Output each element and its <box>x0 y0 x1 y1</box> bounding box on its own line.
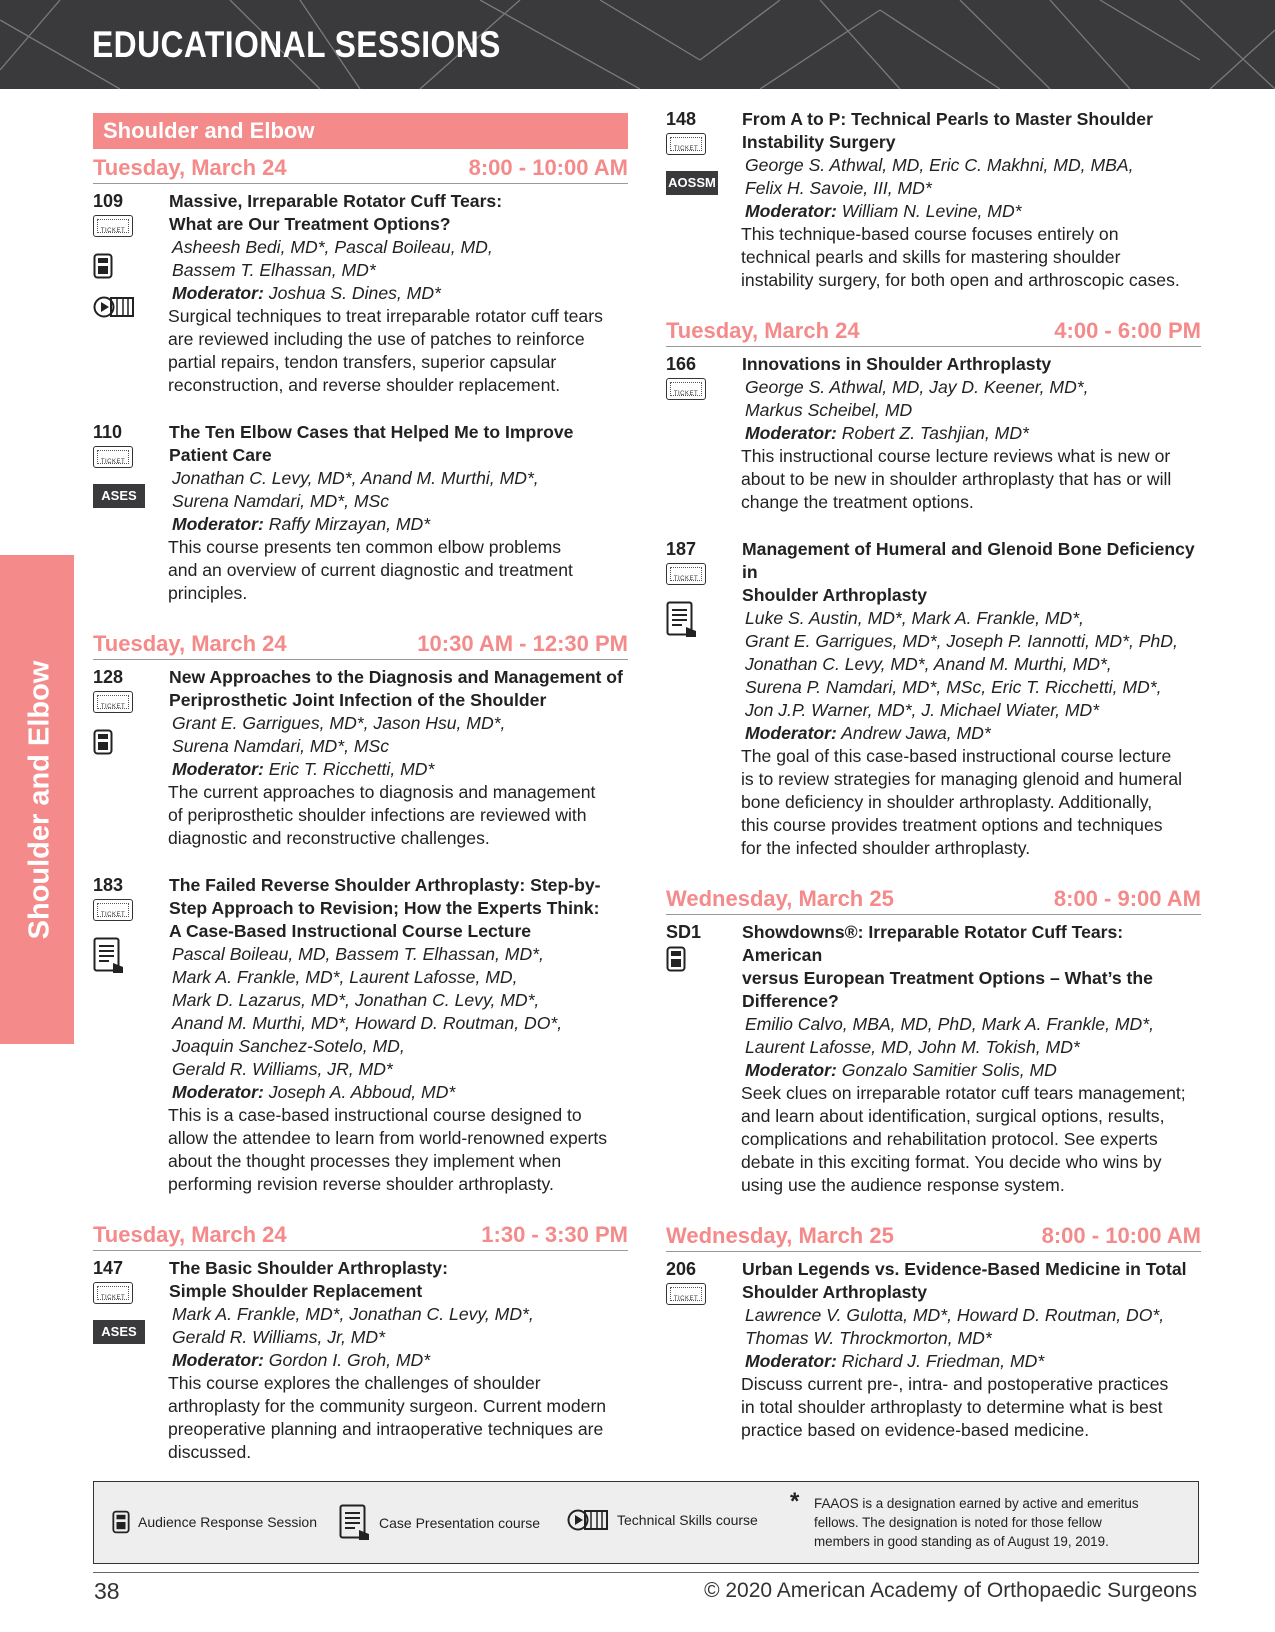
title-line: From A to P: Technical Pearls to Master Shoulder <box>742 109 1153 129</box>
page-number: 38 <box>94 1578 120 1604</box>
description-line: arthroplasty for the community surgeon. Current modern <box>168 1396 607 1416</box>
title-line: Simple Shoulder Replacement <box>169 1281 423 1301</box>
note-line: fellows. The designation is noted for those fellow <box>814 1515 1102 1530</box>
page-title: EDUCATIONAL SESSIONS <box>92 24 501 65</box>
speaker-line: Gerald R. Williams, JR, MD* <box>172 1059 393 1079</box>
audience-response-icon <box>93 253 113 279</box>
moderator-name: Gordon I. Groh, MD* <box>268 1350 431 1370</box>
moderator-label: Moderator: <box>172 283 264 303</box>
title-line: Shoulder Arthroplasty <box>742 585 928 605</box>
speaker-line: George S. Athwal, MD, Eric C. Makhni, MD, MBA, <box>745 155 1134 175</box>
speaker-line: Gerald R. Williams, Jr, MD* <box>172 1327 385 1347</box>
speaker-line: Grant E. Garrigues, MD*, Joseph P. Iannotti, MD*, PhD, <box>745 631 1178 651</box>
legend-label: Technical Skills course <box>617 1512 758 1528</box>
asterisk-symbol: * <box>790 1488 800 1515</box>
moderator-label: Moderator: <box>172 1082 264 1102</box>
description-line: Seek clues on irreparable rotator cuff tears management; <box>741 1083 1186 1103</box>
moderator <box>169 1081 628 1104</box>
moderator-name: William N. Levine, MD* <box>841 201 1022 221</box>
day-label: Wednesday, March 25 <box>666 1223 894 1248</box>
description-line: This is a case-based instructional course designed to <box>168 1105 582 1125</box>
moderator <box>169 513 628 536</box>
day-header <box>93 153 628 184</box>
legend-audience <box>112 1510 317 1534</box>
description-line: are reviewed including the use of patches to reinforce <box>168 329 585 349</box>
footer-divider <box>93 1572 1199 1573</box>
society-badge: ASES <box>93 484 145 508</box>
ticket-text: TICKET <box>100 704 126 710</box>
side-tab-label: Shoulder and Elbow <box>23 660 56 940</box>
copyright: © 2020 American Academy of Orthopaedic Surgeons <box>704 1579 1197 1602</box>
audience-response-icon <box>112 1510 130 1534</box>
title-line: Difference? <box>742 991 839 1011</box>
technical-skills-icon <box>567 1508 609 1532</box>
moderator-name: Joshua S. Dines, MD* <box>268 283 441 303</box>
ticket-text: TICKET <box>673 146 699 152</box>
legend-case <box>339 1504 540 1542</box>
description-line: This technique-based course focuses entirely on <box>741 224 1119 244</box>
track-band: Shoulder and Elbow <box>93 113 628 149</box>
speaker-line: George S. Athwal, MD, Jay D. Keener, MD*, <box>745 377 1089 397</box>
moderator <box>742 722 1201 745</box>
title-line: Step Approach to Revision; How the Experts Think: <box>169 898 600 918</box>
speaker-line: Pascal Boileau, MD, Bassem T. Elhassan, MD*, <box>172 944 544 964</box>
title-line: Massive, Irreparable Rotator Cuff Tears: <box>169 191 503 211</box>
moderator-name: Richard J. Friedman, MD* <box>841 1351 1045 1371</box>
day-label: Wednesday, March 25 <box>666 886 894 911</box>
left-column <box>93 113 628 1464</box>
audience-response-icon <box>666 946 686 972</box>
speaker-line: Lawrence V. Gulotta, MD*, Howard D. Routman, DO*, <box>745 1305 1165 1325</box>
ticket-text: TICKET <box>673 391 699 397</box>
session-number: 183 <box>93 875 124 895</box>
speaker-line: Asheesh Bedi, MD*, Pascal Boileau, MD, <box>172 237 493 257</box>
speaker-line: Jon J.P. Warner, MD*, J. Michael Wiater, MD* <box>745 700 1100 720</box>
description-line: using use the audience response system. <box>741 1175 1065 1195</box>
note-line: members in good standing as of August 19, 2019. <box>814 1534 1109 1549</box>
legend-technical <box>567 1508 758 1532</box>
description-line: and an overview of current diagnostic and treatment <box>168 560 573 580</box>
description-line: This instructional course lecture reviews what is new or <box>741 446 1171 466</box>
ticket-icon <box>93 899 133 921</box>
moderator-label: Moderator: <box>745 723 837 743</box>
description-line: Discuss current pre-, intra- and postoperative practices <box>741 1374 1169 1394</box>
description-line: The goal of this case-based instructional course lecture <box>741 746 1172 766</box>
speaker-line: Markus Scheibel, MD <box>745 400 913 420</box>
description-line: This course explores the challenges of shoulder <box>168 1373 541 1393</box>
description-line: preoperative planning and intraoperative techniques are <box>168 1419 604 1439</box>
page-header <box>0 0 1275 89</box>
moderator-label: Moderator: <box>745 423 837 443</box>
society-badge: ASES <box>93 1320 145 1344</box>
description-line: debate in this exciting format. You decide who wins by <box>741 1152 1162 1172</box>
ticket-icon <box>666 563 706 585</box>
title-line: The Basic Shoulder Arthroplasty: <box>169 1258 448 1278</box>
title-line: New Approaches to the Diagnosis and Management of <box>169 667 623 687</box>
moderator <box>169 758 628 781</box>
moderator-name: Gonzalo Samitier Solis, MD <box>841 1060 1057 1080</box>
description-line: about to be new in shoulder arthroplasty that has or will <box>741 469 1172 489</box>
moderator-label: Moderator: <box>172 514 264 534</box>
ticket-icon <box>93 1282 133 1304</box>
description-line: and learn about identification, surgical options, results, <box>741 1106 1165 1126</box>
day-label: Tuesday, March 24 <box>93 1222 287 1247</box>
description-line: this course provides treatment options and techniques <box>741 815 1163 835</box>
description-line: change the treatment options. <box>741 492 974 512</box>
description-line: allow the attendee to learn from world-renowned experts <box>168 1128 608 1148</box>
session-206[interactable] <box>666 1258 1201 1442</box>
title-line: Periprosthetic Joint Infection of the Shoulder <box>169 690 547 710</box>
session-109[interactable] <box>93 190 628 397</box>
ticket-icon <box>93 691 133 713</box>
time-label: 4:00 - 6:00 PM <box>1054 318 1201 343</box>
description-line: The current approaches to diagnosis and management <box>168 782 596 802</box>
ticket-text: TICKET <box>100 1295 126 1301</box>
ticket-text: TICKET <box>100 912 126 918</box>
session-number: 147 <box>93 1258 124 1278</box>
moderator-name: Andrew Jawa, MD* <box>841 723 991 743</box>
session-number: 148 <box>666 109 697 129</box>
technical-skills-icon <box>93 295 135 319</box>
session-sd1[interactable] <box>666 921 1201 1197</box>
session-183[interactable] <box>93 874 628 1196</box>
speaker-line: Thomas W. Throckmorton, MD* <box>745 1328 992 1348</box>
title-line: A Case-Based Instructional Course Lecture <box>169 921 532 941</box>
description-line: reconstruction, and reverse shoulder replacement. <box>168 375 561 395</box>
note-line: FAAOS is a designation earned by active and emeritus <box>814 1496 1139 1511</box>
title-line: The Failed Reverse Shoulder Arthroplasty: Step-by- <box>169 875 601 895</box>
title-line: Management of Humeral and Glenoid Bone Deficiency in <box>742 539 1195 582</box>
title-line: Showdowns®: Irreparable Rotator Cuff Tears: American <box>742 922 1124 965</box>
moderator-label: Moderator: <box>172 1350 264 1370</box>
speaker-line: Mark A. Frankle, MD*, Jonathan C. Levy, MD*, <box>172 1304 534 1324</box>
ticket-icon <box>666 133 706 155</box>
ticket-icon <box>93 446 133 468</box>
ticket-icon <box>666 1283 706 1305</box>
moderator-name: Raffy Mirzayan, MD* <box>268 514 431 534</box>
description-line: in total shoulder arthroplasty to determine what is best <box>741 1397 1163 1417</box>
moderator <box>742 200 1201 223</box>
icon-legend <box>93 1481 1199 1564</box>
moderator-name: Robert Z. Tashjian, MD* <box>841 423 1029 443</box>
description-line: principles. <box>168 583 248 603</box>
description-line: partial repairs, tendon transfers, superior capsular <box>168 352 557 372</box>
moderator <box>169 282 628 305</box>
session-number: 206 <box>666 1259 697 1279</box>
session-number: 187 <box>666 539 697 559</box>
right-column <box>666 108 1201 1442</box>
speaker-line: Surena Namdari, MD*, MSc <box>172 491 390 511</box>
session-number: 110 <box>93 422 123 442</box>
moderator <box>742 1350 1201 1373</box>
title-line: versus European Treatment Options – What’s the <box>742 968 1153 988</box>
time-label: 8:00 - 10:00 AM <box>468 155 628 180</box>
day-header <box>93 1220 628 1251</box>
description-line: instability surgery, for both open and arthroscopic cases. <box>741 270 1180 290</box>
description-line: diagnostic and reconstructive challenges. <box>168 828 490 848</box>
time-label: 8:00 - 10:00 AM <box>1041 1223 1201 1248</box>
ticket-icon <box>93 215 133 237</box>
time-label: 10:30 AM - 12:30 PM <box>417 631 628 656</box>
description-line: Surgical techniques to treat irreparable rotator cuff tears <box>168 306 603 326</box>
speaker-line: Mark D. Lazarus, MD*, Jonathan C. Levy, MD*, <box>172 990 540 1010</box>
speaker-line: Emilio Calvo, MBA, MD, PhD, Mark A. Frankle, MD*, <box>745 1014 1154 1034</box>
speaker-line: Anand M. Murthi, MD*, Howard D. Routman, DO*, <box>172 1013 563 1033</box>
description-line: practice based on evidence-based medicine. <box>741 1420 1090 1440</box>
day-header <box>666 316 1201 347</box>
moderator-name: Joseph A. Abboud, MD* <box>268 1082 456 1102</box>
title-line: Shoulder Arthroplasty <box>742 1282 928 1302</box>
ticket-text: TICKET <box>673 576 699 582</box>
ticket-text: TICKET <box>100 228 126 234</box>
description-line: about the thought processes they implement when <box>168 1151 562 1171</box>
description-line: for the infected shoulder arthroplasty. <box>741 838 1031 858</box>
title-line: Innovations in Shoulder Arthroplasty <box>742 354 1052 374</box>
day-header <box>666 884 1201 915</box>
day-label: Tuesday, March 24 <box>666 318 860 343</box>
session-187[interactable] <box>666 538 1201 860</box>
speaker-line: Jonathan C. Levy, MD*, Anand M. Murthi, MD*, <box>745 654 1112 674</box>
description-line: This course presents ten common elbow problems <box>168 537 562 557</box>
moderator-name: Eric T. Ricchetti, MD* <box>268 759 435 779</box>
day-header <box>666 1221 1201 1252</box>
moderator <box>742 422 1201 445</box>
moderator-label: Moderator: <box>745 1060 837 1080</box>
description-line: complications and rehabilitation protocol. See experts <box>741 1129 1158 1149</box>
legend-label: Audience Response Session <box>138 1514 318 1530</box>
speaker-line: Surena Namdari, MD*, MSc <box>172 736 390 756</box>
ticket-text: TICKET <box>100 459 126 465</box>
session-166[interactable] <box>666 353 1201 514</box>
title-line: Instability Surgery <box>742 132 896 152</box>
description-line: performing revision reverse shoulder arthroplasty. <box>168 1174 554 1194</box>
title-line: What are Our Treatment Options? <box>169 214 451 234</box>
moderator-label: Moderator: <box>745 1351 837 1371</box>
session-148[interactable] <box>666 108 1201 292</box>
session-number: 109 <box>93 191 124 211</box>
day-header <box>93 629 628 660</box>
session-128[interactable] <box>93 666 628 850</box>
speaker-line: Luke S. Austin, MD*, Mark A. Frankle, MD*, <box>745 608 1084 628</box>
title-line: Patient Care <box>169 445 272 465</box>
case-presentation-icon <box>339 1504 371 1542</box>
session-number: 128 <box>93 667 124 687</box>
moderator <box>169 1349 628 1372</box>
speaker-line: Jonathan C. Levy, MD*, Anand M. Murthi, MD*, <box>172 468 539 488</box>
title-line: Urban Legends vs. Evidence-Based Medicine in Total <box>742 1259 1187 1279</box>
day-label: Tuesday, March 24 <box>93 631 287 656</box>
speaker-line: Felix H. Savoie, III, MD* <box>745 178 932 198</box>
session-110[interactable] <box>93 421 628 605</box>
ticket-icon <box>666 378 706 400</box>
description-line: discussed. <box>168 1442 252 1462</box>
speaker-line: Mark A. Frankle, MD*, Laurent Lafosse, MD, <box>172 967 518 987</box>
title-line: The Ten Elbow Cases that Helped Me to Improve <box>169 422 574 442</box>
description-line: of periprosthetic shoulder infections are reviewed with <box>168 805 587 825</box>
moderator <box>742 1059 1201 1082</box>
day-label: Tuesday, March 24 <box>93 155 287 180</box>
speaker-line: Laurent Lafosse, MD, John M. Tokish, MD* <box>745 1037 1080 1057</box>
case-presentation-icon <box>93 937 125 975</box>
speaker-line: Joaquin Sanchez-Sotelo, MD, <box>172 1036 405 1056</box>
speaker-line: Surena P. Namdari, MD*, MSc, Eric T. Ricchetti, MD*, <box>745 677 1162 697</box>
faaos-note <box>790 1488 1174 1551</box>
case-presentation-icon <box>666 601 698 639</box>
legend-label: Case Presentation course <box>379 1515 541 1531</box>
time-label: 1:30 - 3:30 PM <box>481 1222 628 1247</box>
ticket-text: TICKET <box>673 1296 699 1302</box>
speaker-line: Grant E. Garrigues, MD*, Jason Hsu, MD*, <box>172 713 506 733</box>
session-147[interactable] <box>93 1257 628 1464</box>
time-label: 8:00 - 9:00 AM <box>1053 886 1201 911</box>
society-badge: AOSSM <box>666 171 718 195</box>
description-line: is to review strategies for managing glenoid and humeral <box>741 769 1183 789</box>
description-line: technical pearls and skills for mastering shoulder <box>741 247 1121 267</box>
description-line: bone deficiency in shoulder arthroplasty. Additionally, <box>741 792 1153 812</box>
speaker-line: Bassem T. Elhassan, MD* <box>172 260 376 280</box>
session-number: 166 <box>666 354 697 374</box>
moderator-label: Moderator: <box>172 759 264 779</box>
audience-response-icon <box>93 729 113 755</box>
moderator-label: Moderator: <box>745 201 837 221</box>
session-number: SD1 <box>666 922 702 942</box>
